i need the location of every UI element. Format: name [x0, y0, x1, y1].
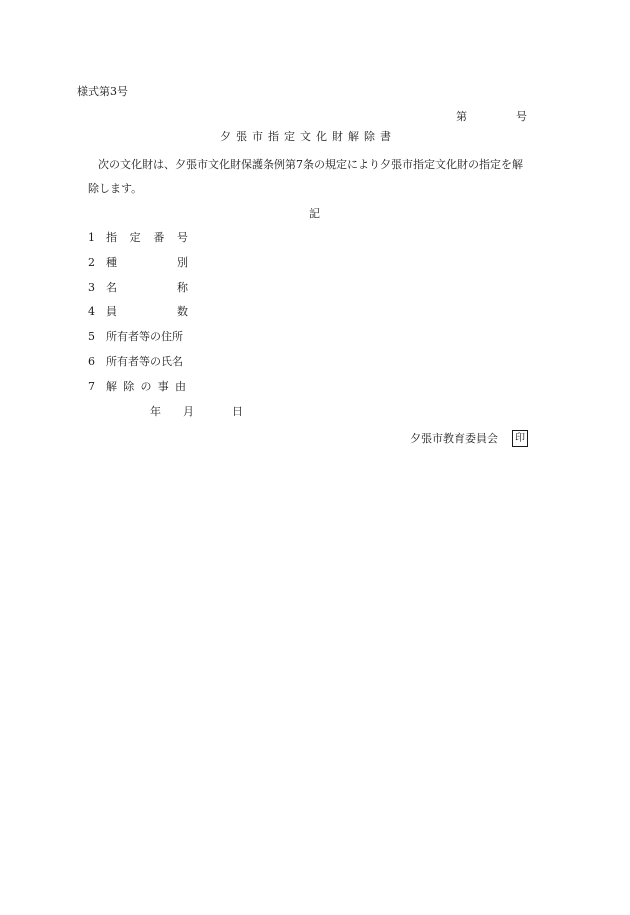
label-char: の — [140, 380, 152, 393]
form-number: 様式第3号 — [77, 85, 128, 98]
date-month: 月 — [183, 405, 194, 418]
item-label — [106, 380, 186, 394]
document-number-suffix: 号 — [516, 110, 527, 123]
label-char: 称 — [177, 281, 188, 294]
item-reason-for-cancellation — [88, 380, 228, 394]
item-designation-number — [88, 231, 228, 245]
item-number: 1 — [88, 231, 95, 244]
item-number: 4 — [88, 305, 95, 318]
document-title: 夕張市指定文化財解除書 — [220, 130, 396, 143]
label-char: 種 — [106, 256, 117, 269]
seal-stamp: 印 — [512, 430, 528, 447]
item-number: 3 — [88, 281, 95, 294]
item-label: 所有者等の氏名 — [106, 355, 183, 368]
label-char: 定 — [129, 231, 141, 244]
item-name — [88, 281, 228, 295]
item-number: 7 — [88, 380, 95, 393]
document-number-prefix: 第 — [456, 110, 467, 123]
label-char: 番 — [153, 231, 165, 244]
body-text-line-1: 次の文化財は、夕張市文化財保護条例第7条の規定により夕張市指定文化財の指定を解 — [98, 158, 523, 171]
item-label — [106, 305, 188, 319]
label-char: 解 — [106, 380, 117, 393]
item-quantity — [88, 305, 228, 319]
label-char: 数 — [177, 305, 188, 318]
item-label — [106, 231, 188, 245]
item-category — [88, 256, 228, 270]
item-number: 2 — [88, 256, 95, 269]
item-number: 6 — [88, 355, 95, 368]
item-label — [106, 281, 188, 295]
issuer-name: 夕張市教育委員会 — [410, 432, 498, 445]
body-text-line-2: 除します。 — [88, 182, 143, 195]
label-char: 員 — [106, 305, 117, 318]
item-label: 所有者等の住所 — [106, 330, 183, 343]
item-label — [106, 256, 188, 270]
ki-heading: 記 — [309, 207, 320, 220]
date-year: 年 — [150, 405, 161, 418]
date-day: 日 — [232, 405, 243, 418]
label-char: 号 — [176, 231, 188, 244]
label-char: 由 — [175, 380, 186, 393]
label-char: 指 — [106, 231, 117, 244]
label-char: 別 — [177, 256, 188, 269]
label-char: 事 — [157, 380, 169, 393]
item-number: 5 — [88, 330, 95, 343]
label-char: 名 — [106, 281, 117, 294]
item-owner-address — [88, 330, 228, 344]
item-owner-name — [88, 355, 228, 369]
label-char: 除 — [123, 380, 135, 393]
